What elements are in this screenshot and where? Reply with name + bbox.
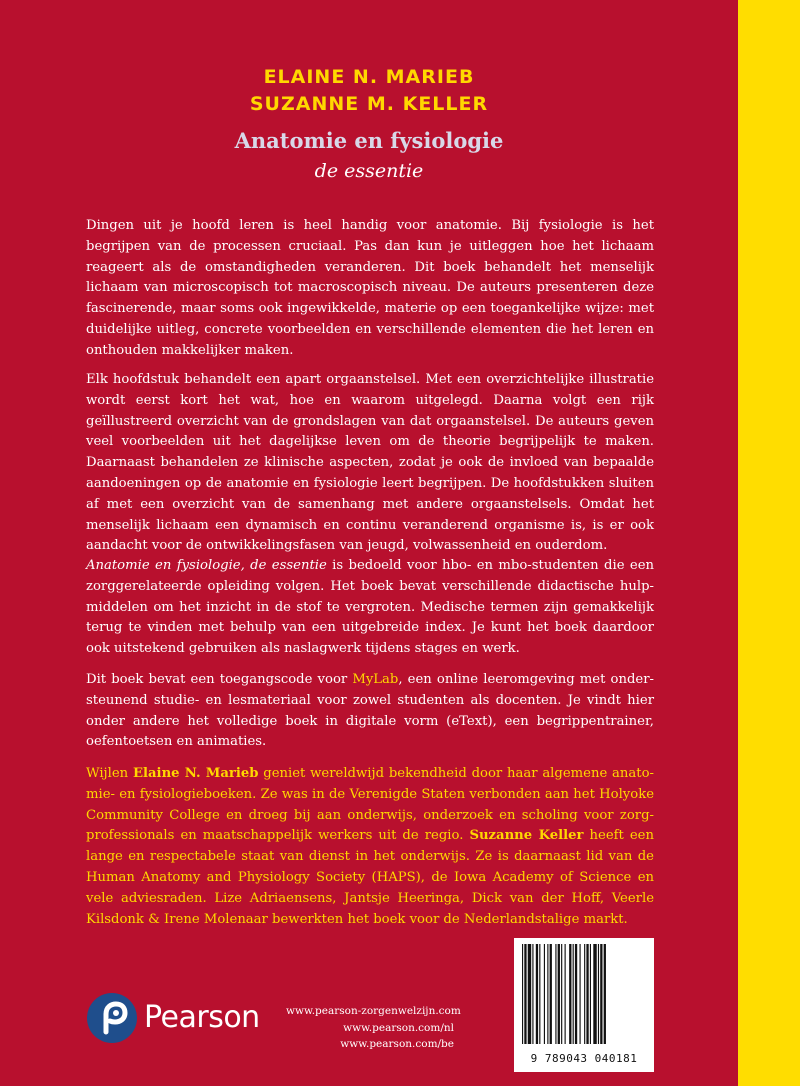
barcode-bar: [584, 944, 585, 1044]
barcode-bar: [586, 944, 588, 1044]
barcode-bar: [598, 944, 599, 1044]
paragraph-audience-text: is bedoeld voor hbo- en mbo-studenten die een zorggerelateerde opleiding volgen. Het boek bevat verschillende didactische hulpmiddelen om het inzicht in de stof te vergroten. Medische termen zijn gemakkelijk terug te vinden met behulp van een uitgebreide index. Je kunt het boek daardoor ook uitstekend gebruiken als naslagwerk tijdens stages en werk.: [86, 558, 654, 657]
paragraph-authors-bio: [86, 764, 654, 930]
barcode-bar: [590, 944, 591, 1044]
author-name-keller: Suzanne Keller: [469, 828, 584, 844]
url-zorgenwelzijn[interactable]: www.pearson-zorgenwelzijn.com: [286, 1005, 461, 1017]
barcode-bar: [575, 944, 577, 1044]
author-2: SUZANNE M. KELLER: [249, 93, 489, 115]
barcode-bar: [593, 944, 596, 1044]
barcode-bar: [522, 944, 523, 1044]
barcode-bar: [558, 944, 560, 1044]
bio-text-b: geniet wereldwijd bekendheid door haar algemene anatomie- en fysiologieboeken. Ze was in de Verenigde Staten verbonden aan het Holyoke Community College en droeg bij aan onderwijs, onderzoek en scholing voor zorgprofessionals en maatschappelijk werkers uit de regio.: [86, 766, 654, 844]
barcode-bar: [573, 944, 574, 1044]
barcode-bar: [524, 944, 526, 1044]
barcode-bars: [520, 944, 648, 1052]
bio-text-c: heeft een lange en respectabele staat van dienst in het onderwijs. Ze is daarnaast lid van de Human Anatomy and Physiology Society (HAPS), de Iowa Academy of Science en vele adviesraden. Lize Adriaensens, Jantsje Heeringa, Dick van der Hoff, Veerle Kilsdonk & Irene Molenaar bewerkten het boek voor de Nederlandstalige markt.: [86, 828, 654, 927]
barcode-bar: [561, 944, 562, 1044]
barcode-bar: [539, 944, 540, 1044]
mylab-link[interactable]: MyLab: [352, 672, 399, 687]
pearson-logo-icon: [86, 992, 138, 1044]
barcode-bar: [565, 944, 566, 1044]
barcode-bar: [604, 944, 606, 1044]
book-subtitle: de essentie: [314, 160, 424, 182]
paragraph-mylab-post: , een online leeromgeving met ondersteunend studie- en lesmateriaal voor zowel studenten als docenten. Je vindt hier onder andere het volledige boek in digitale vorm (eText), een begrippentrainer, oefentoetsen en animaties.: [86, 672, 654, 750]
bio-text-a: Wijlen: [86, 766, 133, 781]
paragraph-audience: [86, 556, 654, 660]
url-nl[interactable]: www.pearson.com/nl: [343, 1021, 454, 1034]
paragraph-mylab: [86, 670, 654, 753]
barcode-bar: [555, 944, 556, 1044]
barcode-bar: [544, 944, 545, 1044]
barcode: [514, 938, 654, 1072]
barcode-bar: [550, 944, 552, 1044]
book-title: Anatomie en fysiologie: [234, 128, 504, 153]
url-be[interactable]: www.pearson.com/be: [340, 1038, 454, 1050]
barcode-bar: [580, 944, 581, 1044]
yellow-spine-stripe: [738, 0, 800, 1086]
barcode-bar: [528, 944, 531, 1044]
barcode-bar: [600, 944, 602, 1044]
paragraph-chapters: Elk hoofdstuk behandelt een apart orgaanstelsel. Met een overzichtelijke illustratie wordt eerst kort het wat, hoe en waarom uitgelegd. Daarna volgt een rijk geïllustreerd overzicht van de grondslagen van dat orgaanstelsel. De auteurs geven veel voorbeelden uit het dagelijkse leven om de theorie begrijpelijk te maken. Daarnaast behandelen ze klinische aspecten, zodat je ook de invloed van bepaalde aandoeningen op de anatomie en fysiologie leert begrijpen. De hoofdstukken sluiten af met een overzicht van de samenhang met andere orgaanstelsels. Omdat het menselijk lichaam een dynamisch en continu veranderend organisme is, is er ook aandacht voor de ontwikkelingsfasen van jeugd, volwassenheid en ouderdom.: [86, 372, 654, 554]
publisher-urls: [286, 1003, 461, 1053]
barcode-bar: [547, 944, 548, 1044]
author-1: ELAINE N. MARIEB: [263, 66, 475, 88]
paragraph-mylab-pre: Dit boek bevat een toegangscode voor: [86, 672, 353, 687]
barcode-bar: [532, 944, 533, 1044]
barcode-bar: [536, 944, 538, 1044]
paragraph-intro: Dingen uit je hoofd leren is heel handig voor anatomie. Bij fysiologie is het begrijpen van de processen cruciaal. Pas dan kun je uitleggen hoe het lichaam reageert als de omstandigheden veranderen. Dit boek behandelt het menselijk lichaam van microscopisch tot macroscopisch niveau. De auteurs presenteren deze fascinerende, maar soms ook ingewikkelde, materie op een toegankelijke wijze: met duidelijke uitleg, concrete voorbeelden en verschillende elementen die het leren en onthouden makkelijker maken.: [86, 218, 654, 358]
isbn-number: 9 789043 040181: [530, 1052, 638, 1065]
barcode-bar: [569, 944, 571, 1044]
pearson-wordmark: Pearson: [144, 1000, 260, 1035]
book-title-inline: Anatomie en fysiologie, de essentie: [86, 558, 327, 573]
author-name-marieb: Elaine N. Marieb: [132, 766, 259, 781]
